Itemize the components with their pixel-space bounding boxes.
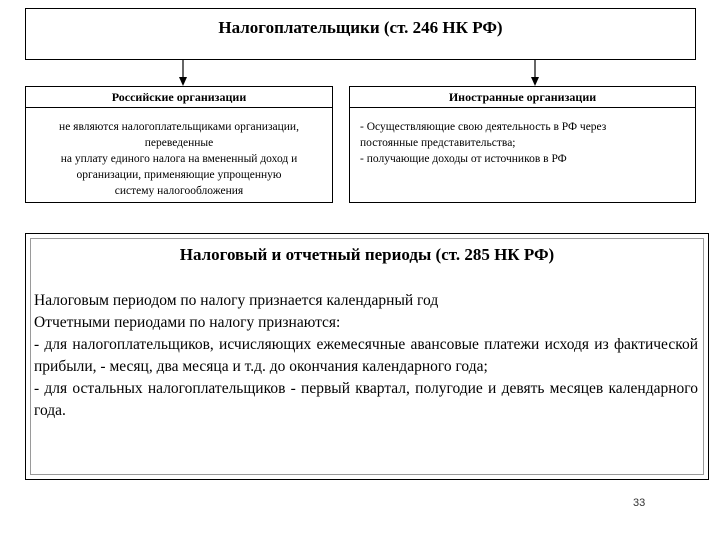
russian-organizations-box bbox=[25, 86, 333, 203]
taxpayers-title: Налогоплательщики (ст. 246 НК РФ) bbox=[218, 18, 503, 37]
paragraph: Отчетными периодами по налогу признаются: bbox=[34, 314, 341, 331]
arrow-right-head bbox=[531, 77, 539, 86]
foreign-organizations-text bbox=[360, 119, 689, 167]
foreign-organizations-box bbox=[349, 86, 696, 203]
russian-organizations-heading: Российские организации bbox=[111, 90, 247, 104]
taxpayers-box bbox=[25, 8, 696, 60]
paragraph: Налоговым периодом по налогу признается календарный год bbox=[34, 292, 439, 309]
text-line: организации, применяющие упрощенную bbox=[76, 169, 282, 181]
text-line: систему налогообложения bbox=[114, 185, 244, 197]
text-line: - Осуществляющие свою деятельность в РФ через bbox=[360, 121, 607, 133]
text-line: - получающие доходы от источников в РФ bbox=[360, 153, 567, 165]
tax-periods-title: Налоговый и отчетный периоды (ст. 285 НК РФ) bbox=[179, 245, 555, 264]
text-line: переведенные bbox=[144, 137, 214, 149]
arrow-left-head bbox=[179, 77, 187, 86]
text-line: на уплату единого налога на вмененный доход и bbox=[60, 153, 298, 165]
paragraph: - для налогоплательщиков, исчисляющих ежемесячные авансовые платежи исходя из фактической прибыли, - месяц, два месяца и т.д. до окончания календарного года; bbox=[34, 336, 698, 375]
heading-divider bbox=[26, 107, 332, 108]
heading-divider bbox=[350, 107, 695, 108]
page-number: 33 bbox=[633, 497, 646, 509]
text-line: постоянные представительства; bbox=[360, 137, 516, 149]
text-line: не являются налогоплательщиками организации, bbox=[59, 121, 299, 133]
paragraph: - для остальных налогоплательщиков - первый квартал, полугодие и девять месяцев календарного года. bbox=[34, 380, 698, 419]
tax-periods-box bbox=[25, 233, 709, 480]
foreign-organizations-heading: Иностранные организации bbox=[448, 90, 597, 104]
russian-organizations-text bbox=[30, 119, 328, 199]
tax-periods-body bbox=[34, 290, 698, 422]
